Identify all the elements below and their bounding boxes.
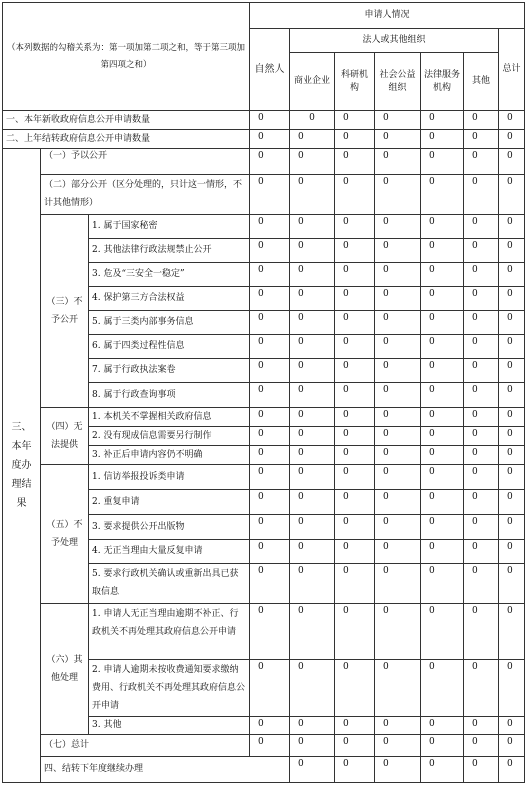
row-label: 二、上年结转政府信息公开申请数量 xyxy=(3,130,250,149)
cell: 0 xyxy=(421,175,464,215)
cell: 0 xyxy=(290,263,335,287)
cell: 0 xyxy=(250,111,290,130)
cell: 0 xyxy=(499,540,525,564)
header-legal-service: 法律服务机构 xyxy=(421,53,464,111)
cell: 0 xyxy=(250,239,290,263)
cell: 0 xyxy=(464,564,499,604)
cell: 0 xyxy=(375,427,421,446)
row-label: 6. 属于四类过程性信息 xyxy=(89,335,250,359)
cell: 0 xyxy=(290,490,335,515)
header-natural: 自然人 xyxy=(250,29,290,111)
cell: 0 xyxy=(464,287,499,311)
cell: 0 xyxy=(464,540,499,564)
row-label: 1. 信访举报投诉类申请 xyxy=(89,465,250,490)
cell: 0 xyxy=(375,717,421,735)
cell: 0 xyxy=(499,287,525,311)
cell: 0 xyxy=(375,757,421,783)
cell: 0 xyxy=(375,408,421,427)
cell: 0 xyxy=(499,717,525,735)
cell: 0 xyxy=(250,717,290,735)
cell: 0 xyxy=(421,540,464,564)
cell: 0 xyxy=(335,239,375,263)
cell: 0 xyxy=(290,757,335,783)
row-label: 4. 保护第三方合法权益 xyxy=(89,287,250,311)
cell: 0 xyxy=(421,215,464,239)
cell: 0 xyxy=(290,359,335,383)
cell: 0 xyxy=(499,335,525,359)
cell: 0 xyxy=(335,111,375,130)
cell: 0 xyxy=(375,130,421,149)
row-label: （七）总计 xyxy=(41,735,250,757)
cell: 0 xyxy=(421,408,464,427)
cell: 0 xyxy=(499,111,525,130)
cell: 0 xyxy=(375,465,421,490)
cell: 0 xyxy=(335,311,375,335)
cell: 0 xyxy=(335,427,375,446)
cell: 0 xyxy=(464,175,499,215)
cell: 0 xyxy=(290,446,335,465)
cell: 0 xyxy=(375,660,421,717)
cell: 0 xyxy=(335,383,375,408)
cell: 0 xyxy=(375,215,421,239)
cell: 0 xyxy=(499,175,525,215)
cell: 0 xyxy=(250,287,290,311)
cell: 0 xyxy=(290,465,335,490)
cell: 0 xyxy=(335,660,375,717)
header-research: 科研机构 xyxy=(335,53,375,111)
cell: 0 xyxy=(290,540,335,564)
cell: 0 xyxy=(464,757,499,783)
row-label: （二）部分公开（区分处理的，只计这一情形，不计其他情形） xyxy=(41,175,250,215)
cell: 0 xyxy=(499,604,525,660)
cell: 0 xyxy=(250,735,290,757)
cell: 0 xyxy=(464,465,499,490)
row-label: 1. 属于国家秘密 xyxy=(89,215,250,239)
cell: 0 xyxy=(250,311,290,335)
cell: 0 xyxy=(250,446,290,465)
cell: 0 xyxy=(421,564,464,604)
cell: 0 xyxy=(250,427,290,446)
header-other: 其他 xyxy=(464,53,499,111)
cell: 0 xyxy=(421,717,464,735)
cell: 0 xyxy=(499,239,525,263)
cell: 0 xyxy=(335,215,375,239)
cell: 0 xyxy=(335,465,375,490)
cell: 0 xyxy=(290,383,335,408)
cell: 0 xyxy=(464,604,499,660)
cell: 0 xyxy=(499,446,525,465)
cell: 0 xyxy=(421,383,464,408)
cell: 0 xyxy=(290,311,335,335)
cell: 0 xyxy=(499,515,525,540)
cell: 0 xyxy=(375,311,421,335)
row-label: （一）予以公开 xyxy=(41,149,250,175)
cell: 0 xyxy=(250,263,290,287)
cell: 0 xyxy=(375,239,421,263)
cell: 0 xyxy=(499,149,525,175)
header-commercial: 商业企业 xyxy=(290,53,335,111)
cell: 0 xyxy=(499,215,525,239)
cell: 0 xyxy=(335,287,375,311)
cell: 0 xyxy=(250,149,290,175)
cell: 0 xyxy=(421,604,464,660)
cell: 0 xyxy=(421,735,464,757)
cell: 0 xyxy=(464,359,499,383)
cell: 0 xyxy=(290,287,335,311)
cell: 0 xyxy=(421,111,464,130)
cell: 0 xyxy=(464,149,499,175)
cell: 0 xyxy=(499,359,525,383)
cell: 0 xyxy=(290,149,335,175)
cell: 0 xyxy=(335,735,375,757)
cell: 0 xyxy=(335,717,375,735)
cell: 0 xyxy=(499,408,525,427)
cell: 0 xyxy=(421,465,464,490)
cell: 0 xyxy=(421,446,464,465)
cell: 0 xyxy=(375,149,421,175)
cell: 0 xyxy=(290,335,335,359)
cell: 0 xyxy=(375,604,421,660)
cell: 0 xyxy=(375,335,421,359)
row-label: 2. 没有现成信息需要另行制作 xyxy=(89,427,250,446)
header-social: 社会公益组织 xyxy=(375,53,421,111)
cell: 0 xyxy=(375,564,421,604)
cell: 0 xyxy=(464,515,499,540)
row-label: 5. 属于三类内部事务信息 xyxy=(89,311,250,335)
cell: 0 xyxy=(499,311,525,335)
cell: 0 xyxy=(421,287,464,311)
cell: 0 xyxy=(499,564,525,604)
cell: 0 xyxy=(421,757,464,783)
cell: 0 xyxy=(290,604,335,660)
cell: 0 xyxy=(335,263,375,287)
cell: 0 xyxy=(250,564,290,604)
cell: 0 xyxy=(499,130,525,149)
cell: 0 xyxy=(499,465,525,490)
cell: 0 xyxy=(464,408,499,427)
row-label: 2. 重复申请 xyxy=(89,490,250,515)
cell: 0 xyxy=(499,427,525,446)
cell: 0 xyxy=(290,408,335,427)
cell: 0 xyxy=(290,239,335,263)
cell: 0 xyxy=(464,490,499,515)
cell: 0 xyxy=(464,383,499,408)
cell: 0 xyxy=(421,515,464,540)
row-label: 1. 本机关不掌握相关政府信息 xyxy=(89,408,250,427)
header-total: 总计 xyxy=(499,29,525,111)
cell: 0 xyxy=(335,446,375,465)
row-label: 2. 其他法律行政法规禁止公开 xyxy=(89,239,250,263)
cell: 0 xyxy=(250,604,290,660)
row-label: 一、本年新收政府信息公开申请数量 xyxy=(3,111,250,130)
cell: 0 xyxy=(421,263,464,287)
cell: 0 xyxy=(375,383,421,408)
gov-info-disclosure-table xyxy=(2,2,525,783)
cell: 0 xyxy=(464,446,499,465)
cell: 0 xyxy=(290,515,335,540)
cell: 0 xyxy=(464,311,499,335)
cell: 0 xyxy=(375,359,421,383)
cell: 0 xyxy=(499,735,525,757)
cell: 0 xyxy=(375,446,421,465)
cell: 0 xyxy=(290,175,335,215)
cell: 0 xyxy=(421,490,464,515)
header-note: （本列数据的勾稽关系为：第一项加第二项之和，等于第三项加第四项之和） xyxy=(3,3,250,111)
cell: 0 xyxy=(421,130,464,149)
cell: 0 xyxy=(464,427,499,446)
cell: 0 xyxy=(499,263,525,287)
row-label: 2. 申请人逾期未按收费通知要求缴纳费用、行政机关不再处理其政府信息公开申请 xyxy=(89,660,250,717)
cell: 0 xyxy=(335,130,375,149)
row-label: 四、结转下年度继续办理 xyxy=(41,757,290,783)
cell: 0 xyxy=(375,735,421,757)
cell: 0 xyxy=(464,239,499,263)
cell: 0 xyxy=(464,735,499,757)
cell: 0 xyxy=(499,490,525,515)
section3-label: 三、本年度办理结果 xyxy=(3,149,41,783)
cell: 0 xyxy=(250,408,290,427)
cell: 0 xyxy=(250,383,290,408)
cell: 0 xyxy=(335,490,375,515)
cell: 0 xyxy=(290,717,335,735)
cell: 0 xyxy=(375,287,421,311)
cell: 0 xyxy=(290,215,335,239)
cell: 0 xyxy=(290,564,335,604)
cell: 0 xyxy=(335,175,375,215)
cell: 0 xyxy=(375,111,421,130)
cell: 0 xyxy=(375,515,421,540)
cell: 0 xyxy=(464,660,499,717)
cell: 0 xyxy=(499,660,525,717)
row-label: 7. 属于行政执法案卷 xyxy=(89,359,250,383)
cell: 0 xyxy=(421,311,464,335)
cell: 0 xyxy=(375,175,421,215)
s5-label: （五）不予处理 xyxy=(41,465,89,604)
row-label: 3. 补正后申请内容仍不明确 xyxy=(89,446,250,465)
cell: 0 xyxy=(335,515,375,540)
cell: 0 xyxy=(250,540,290,564)
cell: 0 xyxy=(290,130,335,149)
cell: 0 xyxy=(250,335,290,359)
cell: 0 xyxy=(421,239,464,263)
cell: 0 xyxy=(250,465,290,490)
cell: 0 xyxy=(375,540,421,564)
cell: 0 xyxy=(250,175,290,215)
cell: 0 xyxy=(421,427,464,446)
cell: 0 xyxy=(290,427,335,446)
row-label: 3. 其他 xyxy=(89,717,250,735)
s6-label: （六）其他处理 xyxy=(41,604,89,735)
cell: 0 xyxy=(464,111,499,130)
cell: 0 xyxy=(335,604,375,660)
cell: 0 xyxy=(335,540,375,564)
row-label: 5. 要求行政机关确认或重新出具已获取信息 xyxy=(89,564,250,604)
cell: 0 xyxy=(421,149,464,175)
cell: 0 xyxy=(250,215,290,239)
cell: 0 xyxy=(290,111,335,130)
row-label: 1. 申请人无正当理由逾期不补正、行政机关不再处理其政府信息公开申请 xyxy=(89,604,250,660)
cell: 0 xyxy=(335,757,375,783)
cell: 0 xyxy=(421,359,464,383)
cell: 0 xyxy=(250,515,290,540)
cell: 0 xyxy=(335,564,375,604)
header-applicant: 申请人情况 xyxy=(250,3,525,29)
s3-label: （三）不予公开 xyxy=(41,215,89,408)
cell: 0 xyxy=(421,335,464,359)
cell: 0 xyxy=(335,359,375,383)
cell: 0 xyxy=(250,359,290,383)
cell: 0 xyxy=(335,149,375,175)
cell: 0 xyxy=(335,335,375,359)
header-legal-group: 法人或其他组织 xyxy=(290,29,499,53)
cell: 0 xyxy=(250,130,290,149)
cell: 0 xyxy=(335,408,375,427)
cell: 0 xyxy=(464,335,499,359)
row-label: 8. 属于行政查询事项 xyxy=(89,383,250,408)
cell: 0 xyxy=(250,660,290,717)
cell: 0 xyxy=(464,130,499,149)
cell: 0 xyxy=(250,490,290,515)
row-label: 3. 要求提供公开出版物 xyxy=(89,515,250,540)
row-label: 3. 危及“三安全一稳定” xyxy=(89,263,250,287)
cell: 0 xyxy=(421,660,464,717)
s4-label: （四）无法提供 xyxy=(41,408,89,465)
cell: 0 xyxy=(375,490,421,515)
cell: 0 xyxy=(375,263,421,287)
cell: 0 xyxy=(464,263,499,287)
row-label: 4. 无正当理由大量反复申请 xyxy=(89,540,250,564)
cell: 0 xyxy=(499,383,525,408)
cell: 0 xyxy=(464,215,499,239)
cell: 0 xyxy=(290,735,335,757)
cell: 0 xyxy=(499,757,525,783)
cell: 0 xyxy=(464,717,499,735)
cell: 0 xyxy=(290,660,335,717)
